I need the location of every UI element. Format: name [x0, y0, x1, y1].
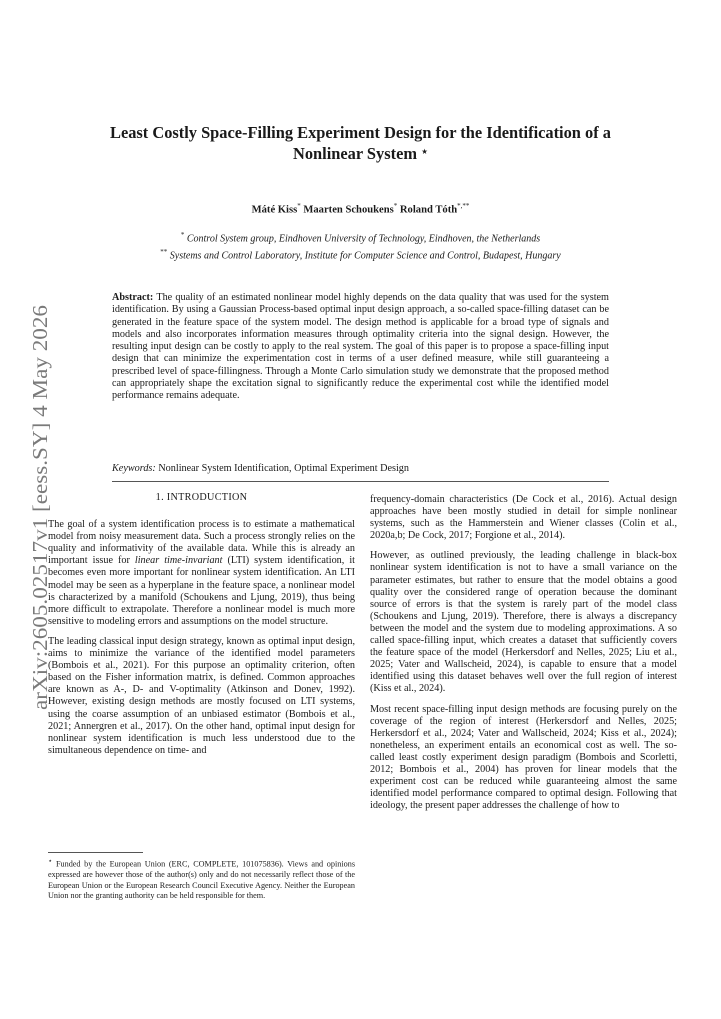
affiliations	[100, 229, 621, 262]
left-column	[48, 492, 355, 765]
right-column	[370, 494, 677, 820]
paragraph: However, as outlined previously, the leading challenge in black-box nonlinear system identification is not to have a small variance on the parameter estimates, but rather to ensure that the model obtains a good quality over the considered range of operation because the dominant source of errors is that the system is rarely part of the model class (Schoukens and Ljung, 2019). Therefore, there is always a discrepancy between the model and the system due to modeling approximations. A so called space-filling input, which creates a dataset that sufficiently covers the feature space of the model (Herkersdorf and Nelles, 2025; Liu et al., 2025; Vater and Wallscheid, 2024), is capable to ensure that a model identified using this dataset behaves well over the full region of interest (Kiss et al., 2024).	[370, 550, 677, 695]
author-list	[100, 202, 621, 216]
keywords	[112, 463, 609, 474]
affiliation-mark: **	[160, 247, 168, 256]
footnote	[48, 857, 355, 901]
footnote-text: Funded by the European Union (ERC, COMPLETE, 101075836). Views and opinions expressed are however those of the author(s) only and do not necessarily reflect those of the European Union or the European Research Council Executive Agency. Neither the European Union nor the granting authority can be held responsible for them.	[48, 859, 356, 900]
keywords-divider	[112, 481, 609, 482]
keywords-label: Keywords:	[112, 463, 156, 474]
paragraph-text: (LTI) system identification, it becomes even more important for nonlinear system identification. An LTI model may be seen as a hyperplane in the feature space, a nonlinear model is characterized by a manifold (Schoukens and Ljung, 2019), thus being more difficult to extrapolate. Therefore a nonlinear model is much more sensitive to modeling errors and assumptions on the model structure.	[48, 555, 355, 627]
footnote-divider	[48, 852, 143, 853]
paragraph	[48, 519, 355, 628]
author-affil-mark: *	[297, 202, 301, 210]
author-affil-mark: *	[393, 202, 398, 210]
keywords-text: Nonlinear System Identification, Optimal Experiment Design	[158, 463, 409, 474]
paragraph: frequency-domain characteristics (De Cock et al., 2016). Actual design approaches have been mostly studied in detail for simple nonlinear systems, such as the Hammerstein and Wiener classes (Colin et al., 2020a,b; De Cock, 2017; Forgione et al., 2014).	[370, 494, 677, 542]
author-name: Máté Kiss	[251, 204, 298, 216]
emphasis-text: linear time-invariant	[134, 555, 223, 567]
affiliation-text: Systems and Control Laboratory, Institute for Computer Science and Control, Budapest, Hungary	[169, 250, 561, 262]
title-text: Least Costly Space-Filling Experiment Design for the Identification of a Nonlinear System	[110, 123, 611, 163]
affiliation-1	[100, 229, 621, 246]
arxiv-identifier: arXiv:2605.02517v1 [eess.SY] 4 May 2026	[28, 342, 52, 710]
author-name: Maarten Schoukens	[303, 204, 394, 216]
paragraph: Most recent space-filling input design methods are focusing purely on the coverage of the region of interest (Herkersdorf and Nelles, 2025; Herkersdorf et al., 2024; Vater and Wallscheid, 2024; Kiss et al., 2024); nonetheless, an experiment entails an economical cost as well. The so-called least costly experiment design paradigm (Bombois and Scorletti, 2012; Bombois et al., 2004) has proven for linear models that the experiment cost can be reduced while guaranteeing almost the same identified model performance compared to optimal design. Following that ideology, the present paper addresses the challenge of how to	[370, 703, 677, 812]
abstract	[112, 292, 609, 403]
title-footnote-mark: ⋆	[421, 146, 428, 158]
author-affil-mark: *,**	[457, 202, 470, 210]
paragraph: The leading classical input design strategy, known as optimal input design, aims to minimize the variance of the identified model parameters (Bombois et al., 2021). For this purpose an optimality criterion, often based on the Fisher information matrix, is defined. Common approaches are known as A-, D- and V-optimality (Atkinson and Donev, 1992). However, existing design methods are mostly focused on LTI systems, using the coarse assumption of an unbiased estimator (Bombois et al., 2021; Annergren et al., 2017). On the other hand, optimal input design for nonlinear system identification is much less understood due to the simultaneous dependence on time- and	[48, 635, 355, 756]
affiliation-text: Control System group, Eindhoven University of Technology, Eindhoven, the Netherlands	[186, 233, 541, 245]
section-heading: 1. INTRODUCTION	[155, 492, 248, 503]
affiliation-2	[100, 246, 621, 263]
paragraph-text: The goal of a system identification process is to estimate a mathematical model from noisy measurement data. Such a process strongly relies on the quality and informativity of the available data. While this is already an important issue for	[48, 519, 355, 567]
author-name: Roland Tóth	[399, 204, 458, 216]
paper-title	[100, 122, 621, 164]
affiliation-mark: *	[180, 231, 185, 239]
abstract-text: The quality of an estimated nonlinear model highly depends on the data quality that was used for the system identification. By using a Gaussian Process-based optimal input design approach, a so-called space-filling dataset can be generated in the feature space of the system model. The design method is applicable for a broad type of signals and models and also incorporates information measures through optimality criteria into the signal design. However, the resulting input design can be costly to apply to the real system. The goal of this paper is to propose a space-filling input design that can minimize the experimentation cost in terms of a user defined measure, while still guaranteeing a prescribed level of space-fillingness. Through a Monte Carlo simulation study we demonstrate that the proposed method can appropriately shape the excitation signal to significantly reduce the experimental cost while the identified model performance remains adequate.	[112, 292, 609, 402]
footnote-mark: ⋆	[48, 858, 53, 865]
abstract-label: Abstract:	[112, 292, 154, 303]
